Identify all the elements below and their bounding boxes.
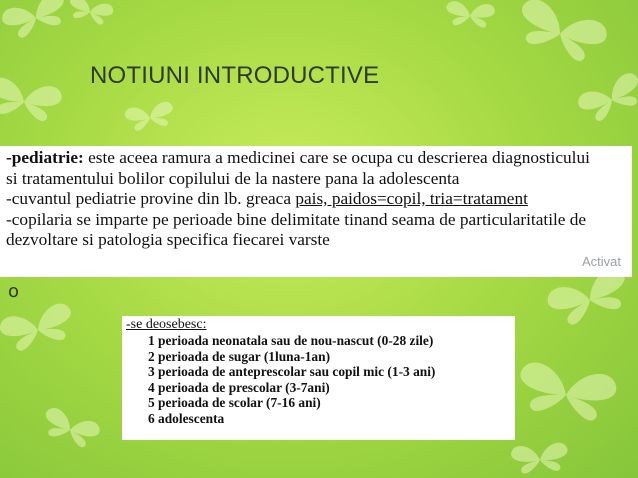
definition-line	[6, 230, 632, 251]
definition-lines	[6, 148, 632, 251]
definition-text-box	[0, 146, 632, 277]
list-item: 2 perioada de sugar (1luna-1an)	[148, 348, 331, 364]
butterfly-icon	[0, 76, 63, 124]
definition-line	[6, 169, 632, 190]
butterfly-icon	[575, 70, 638, 126]
term-label: -pediatrie:	[6, 148, 84, 167]
list-item: 3 perioada de anteprescolar sau copil mic (1-3 ani)	[148, 364, 436, 380]
butterfly-icon	[515, 360, 619, 424]
definition-line	[6, 210, 632, 231]
line-text: -copilaria se imparte pe perioade bine delimitate tinand seama de particularitatile de	[6, 209, 587, 229]
periods-list	[148, 333, 435, 427]
list-item: 4 perioada de prescolar (3-7ani)	[148, 379, 330, 395]
activation-watermark: Activat	[582, 254, 622, 269]
list-item: 1 perioada neonatala sau de nou-nascut (0-28 zile)	[148, 333, 434, 348]
butterfly-icon	[510, 442, 569, 475]
butterfly-icon	[0, 301, 77, 355]
list-item: 6 adolescenta	[148, 410, 225, 426]
butterfly-icon	[39, 406, 102, 452]
periods-heading: -se deosebesc:	[126, 317, 207, 332]
slide-title: NOTIUNI INTRODUCTIVE	[90, 62, 380, 89]
butterfly-icon	[512, 0, 611, 67]
butterfly-icon	[0, 0, 71, 42]
etymology-text: pais, paidos=copil, tria=tratament	[295, 189, 528, 209]
butterfly-icon	[66, 0, 115, 27]
definition-line	[6, 189, 632, 210]
bullet-marker: o	[8, 281, 20, 302]
periods-box	[122, 316, 515, 440]
list-item: 5 perioada de scolar (7-16 ani)	[148, 395, 321, 411]
line-text: si tratamentului bolilor copilului de la nastere pana la adolescenta	[6, 168, 460, 188]
line-text: -cuvantul pediatrie provine din lb. greaca	[6, 189, 296, 209]
definition-line	[6, 148, 632, 169]
butterfly-icon	[124, 101, 176, 133]
line-text: dezvoltare si patologia specifica fiecarei varste	[6, 230, 330, 250]
line-text: este aceea ramura a medicinei care se ocupa cu descrierea diagnosticului	[83, 148, 590, 167]
butterfly-icon	[445, 0, 495, 28]
